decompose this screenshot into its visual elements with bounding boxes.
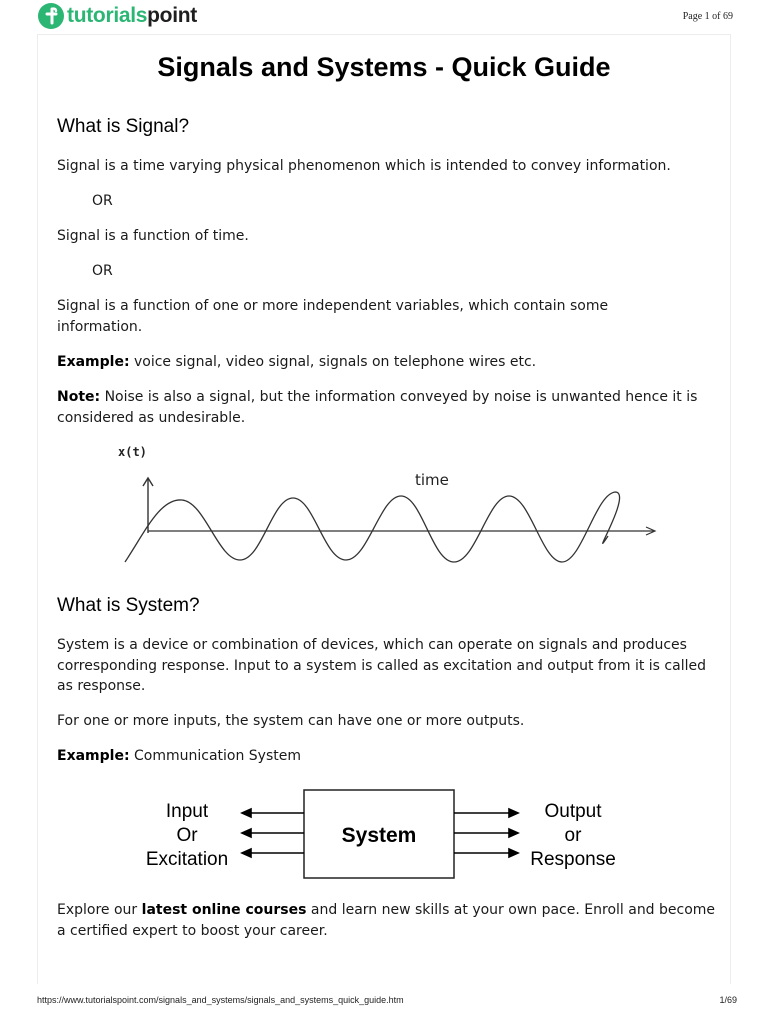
system-definition: System is a device or combination of devices, which can operate on signals and produces corresponding response. Input to a system is called as excitation and output from it is called as response. bbox=[57, 637, 706, 694]
promo-suffix: and learn new skills at your own pace. Enroll and become a certified expert to boost your career. bbox=[57, 902, 716, 939]
signal-waveform-figure bbox=[110, 440, 670, 579]
signal-note bbox=[57, 387, 717, 428]
footer-page-number: 1/69 bbox=[719, 995, 737, 1005]
logo-word-point: point bbox=[147, 4, 197, 27]
note-label: Note: bbox=[57, 389, 101, 405]
heading-what-is-system: What is System? bbox=[57, 595, 200, 616]
or-separator-1: OR bbox=[92, 193, 113, 209]
signal-definition-1: Signal is a time varying physical phenomenon which is intended to convey information. bbox=[57, 158, 671, 174]
heading-what-is-signal: What is Signal? bbox=[57, 116, 190, 137]
system-box-label: System bbox=[341, 824, 417, 847]
x-axis-label: time bbox=[415, 471, 449, 489]
input-label-line3: Excitation bbox=[145, 849, 229, 870]
tutorialspoint-logo-icon bbox=[38, 3, 64, 29]
page-title: Signals and Systems - Quick Guide bbox=[157, 52, 611, 82]
output-label-line1: Output bbox=[544, 801, 602, 822]
logo-wordmark bbox=[67, 4, 197, 28]
logo-word-tutorials: tutorials bbox=[67, 4, 148, 27]
system-inputs-outputs: For one or more inputs, the system can have one or more outputs. bbox=[57, 713, 525, 729]
input-label-line2: Or bbox=[176, 825, 198, 846]
page-indicator: Page 1 of 69 bbox=[682, 11, 733, 22]
system-example-label: Example: bbox=[57, 748, 130, 764]
output-label-line2: or bbox=[564, 825, 582, 846]
y-axis-label: x(t) bbox=[118, 445, 147, 459]
tutorialspoint-logo[interactable] bbox=[38, 3, 197, 29]
footer-url: https://www.tutorialspoint.com/signals_and_systems/signals_and_systems_quick_guide.htm bbox=[37, 995, 404, 1005]
sine-wave bbox=[125, 492, 620, 562]
example-text: voice signal, video signal, signals on telephone wires etc. bbox=[129, 354, 537, 370]
or-separator-2: OR bbox=[92, 263, 113, 279]
example-label: Example: bbox=[57, 354, 130, 370]
system-example bbox=[57, 746, 717, 767]
promo-courses-link[interactable]: latest online courses bbox=[141, 902, 307, 918]
output-arrows bbox=[454, 809, 518, 857]
note-text: Noise is also a signal, but the information conveyed by noise is unwanted hence it is considered as undesirable. bbox=[57, 389, 698, 426]
promo-text bbox=[57, 900, 717, 941]
page-header bbox=[0, 0, 768, 34]
output-label-line3: Response bbox=[530, 849, 616, 870]
input-label-line1: Input bbox=[165, 801, 209, 822]
signal-definition-2: Signal is a function of time. bbox=[57, 228, 249, 244]
signal-example bbox=[57, 352, 717, 373]
input-arrows bbox=[242, 809, 304, 857]
system-example-text: Communication System bbox=[129, 748, 301, 764]
signal-definition-3: Signal is a function of one or more independent variables, which contain some information. bbox=[57, 298, 609, 335]
promo-prefix: Explore our bbox=[57, 902, 142, 918]
system-block-diagram bbox=[130, 782, 640, 891]
